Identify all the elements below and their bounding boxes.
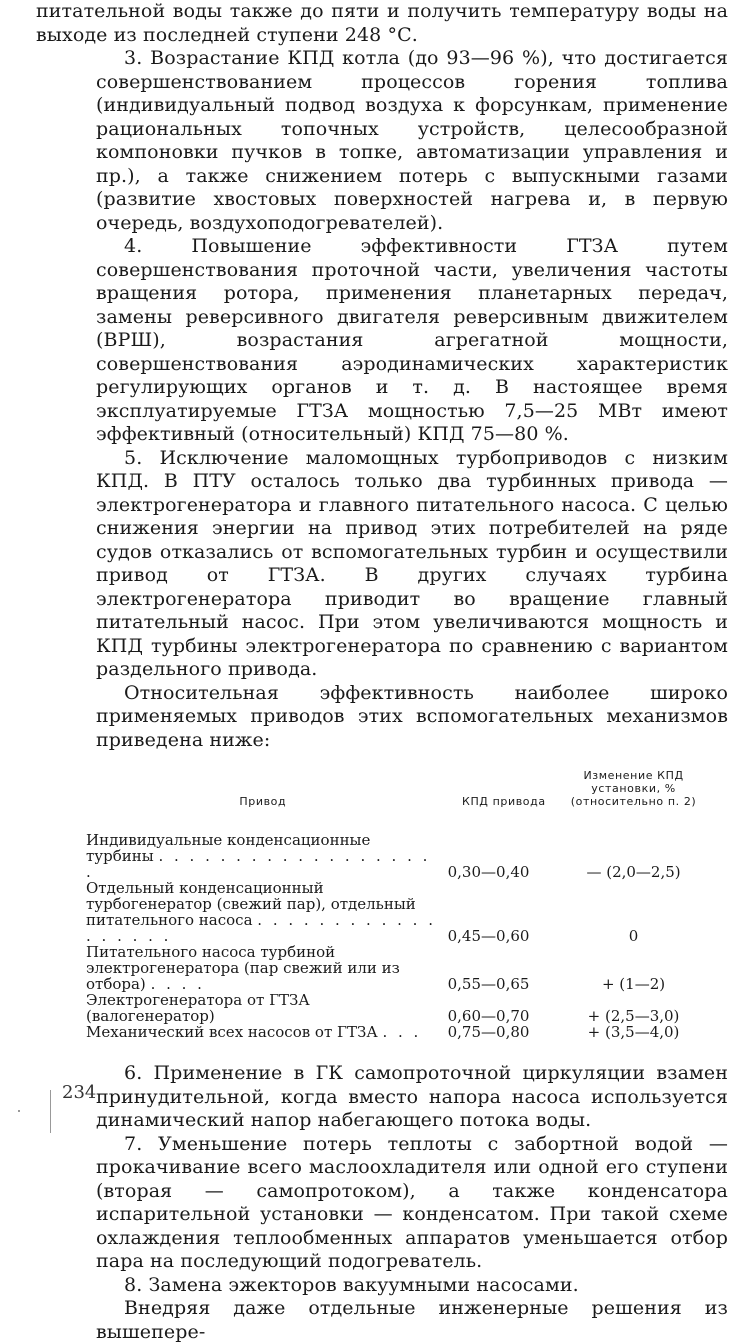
- paragraph-item-4: 4. Повышение эффективности ГТЗА путем совершенствования проточной части, увеличения частоты вращения ротора, применения планетарных передач, замены реверсивного двигателя реверсивным движителем (ВРШ), возрастания агрегатной мощности, совершенствования аэродинамических характеристик регулирующих органов и т. д. В настоящее время эксплуатируемые ГТЗА мощностью 7,5—25 МВт имеют эффективный (относительный) КПД 75—80 %.: [96, 235, 728, 445]
- row-kpd: 0,45—0,60: [447, 927, 530, 945]
- paragraph-item-6: 6. Применение в ГК самопроточной циркуляции взамен принудительной, когда вместо напора насоса используется динамический напор набегающего потока воды.: [96, 1062, 728, 1131]
- row-kpd: 0,75—0,80: [447, 1023, 530, 1041]
- paragraph-item-7: 7. Уменьшение потерь теплоты с забортной водой — прокачивание всего маслоохладителя или одной его ступени (вторая — самопротоком), а также конденсатора испарительной установки — конденсатом. При такой схеме охлаждения теплообменных аппаратов уменьшается отбор пара на последующий подогреватель.: [96, 1132, 728, 1272]
- row-kpd: 0,55—0,65: [447, 975, 530, 993]
- table-row: [86, 944, 706, 992]
- paragraph-item-8: 8. Замена эжекторов вакуумными насосами.: [124, 1273, 579, 1296]
- efficiency-table: [86, 768, 706, 1040]
- paragraph-item-3: 3. Возрастание КПД котла (до 93—96 %), что достигается совершенствованием процессов горения топлива (индивидуальный подвод воздуха к форсункам, применение рациональных топочных устройств, целесообразной компоновки пучков в топке, автоматизации управления и пр.), а также снижением потерь с выпускными газами (развитие хвостовых поверхностей нагрева и, в первую очередь, воздухоподогревателей).: [96, 47, 728, 234]
- paragraph-item-5: 5. Исключение маломощных турбоприводов с низким КПД. В ПТУ осталось только два турбинных привода — электрогенератора и главного питательного насоса. С целью снижения энергии на привод этих потребителей на ряде судов отказались от вспомогательных турбин и осуществили привод от ГТЗА. В других случаях турбина электрогенератора приводит во вращение главный питательный насос. При этом увеличиваются мощность и КПД турбины электрогенератора по сравнению с вариантом раздельного привода.: [96, 446, 728, 680]
- row-leader-dots: . . . . . . . . . . . . . . . . . . .: [86, 847, 431, 881]
- page-number: 234: [62, 1082, 97, 1103]
- row-name: Отдельный конденсационный турбогенератор (свежий пар), отдельный питательного насоса: [86, 879, 416, 929]
- row-name: Питательного насоса турбиной электрогенератора (пар свежий или из отбора): [86, 943, 400, 993]
- paragraph-relative-efficiency: Относительная эффективность наиболее широко применяемых приводов этих вспомогательных механизмов приведена ниже:: [96, 681, 728, 751]
- table-row: [86, 992, 706, 1024]
- header-change: Изменение КПД установки, % (относительно п. 2): [570, 769, 697, 808]
- row-leader-dots: . . . . . . . . . . . . . . . . . .: [86, 911, 436, 945]
- row-kpd: 0,30—0,40: [447, 863, 530, 881]
- row-change: + (2,5—3,0): [587, 1007, 680, 1025]
- row-kpd: 0,60—0,70: [447, 1007, 530, 1025]
- margin-mark: [18, 1110, 20, 1112]
- paragraph-last: Внедряя даже отдельные инженерные решения из вышепере-: [96, 1297, 728, 1343]
- table-header-row: [86, 768, 706, 832]
- table-row: [86, 880, 706, 944]
- header-kpd: КПД привода: [462, 795, 546, 808]
- row-change: 0: [628, 927, 639, 945]
- margin-line: [50, 1090, 51, 1133]
- row-leader-dots: . . .: [382, 1023, 422, 1041]
- row-change: + (1—2): [601, 975, 666, 993]
- table-row: [86, 832, 706, 880]
- row-change: — (2,0—2,5): [586, 863, 681, 881]
- table-row: [86, 1024, 706, 1040]
- header-drive: Привод: [239, 795, 287, 808]
- row-name: Механический всех насосов от ГТЗА: [86, 1023, 378, 1041]
- row-leader-dots: . . . .: [150, 975, 205, 993]
- row-name: Индивидуальные конденсационные турбины: [86, 831, 371, 865]
- paragraph-continued: питательной воды также до пяти и получить температуру воды на выходе из последней ступени 248 °С.: [36, 0, 728, 46]
- row-name: Электрогенератора от ГТЗА (валогенератор): [86, 991, 310, 1025]
- row-change: + (3,5—4,0): [587, 1023, 680, 1041]
